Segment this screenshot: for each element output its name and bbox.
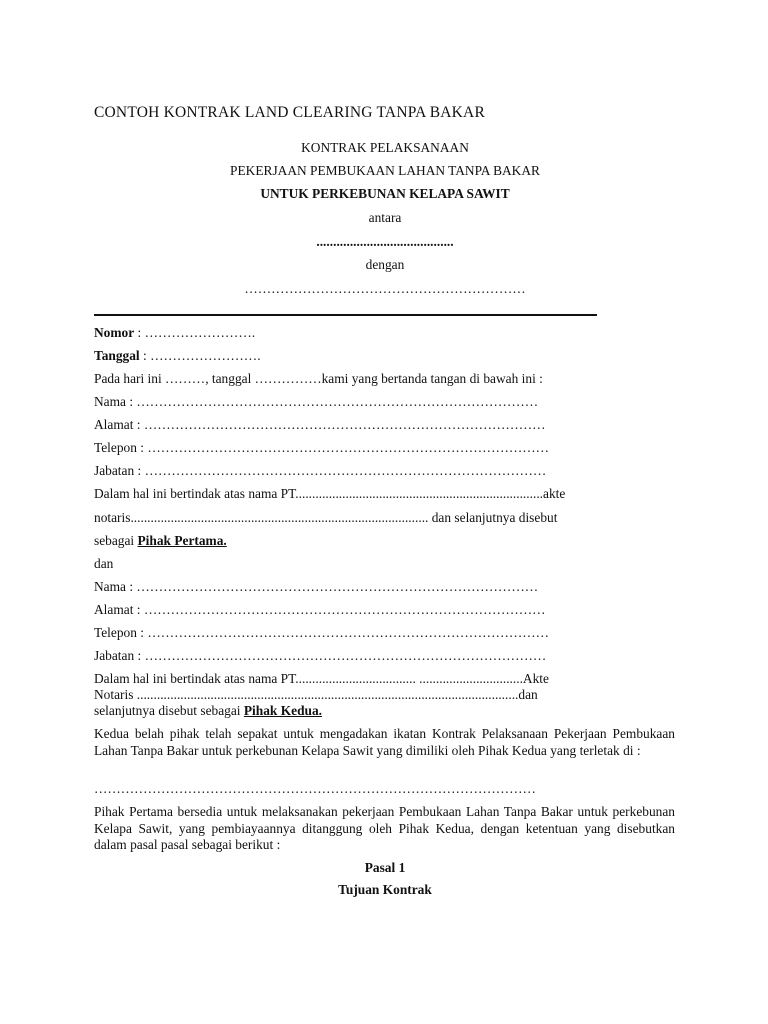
party1-jabatan: Jabatan : ………………………………………………………………………………	[94, 463, 547, 478]
party2-name-blank: ………………………………………………………	[244, 281, 526, 296]
party2-role: Pihak Kedua.	[243, 703, 323, 718]
document-title: CONTOH KONTRAK LAND CLEARING TANPA BAKAR	[94, 104, 485, 121]
party2-alamat: Alamat : ………………………………………………………………………………	[94, 602, 546, 617]
dan-line: dan	[94, 556, 114, 571]
party2-jabatan: Jabatan : ………………………………………………………………………………	[94, 648, 547, 663]
agreement-paragraph: Kedua belah pihak telah sepakat untuk mengadakan ikatan Kontrak Pelaksanaan Pekerjaan Pembukaan Lahan Tanpa Bakar untuk perkebunan Kelapa Sawit yang dimiliki oleh Pihak Kedua yang terletak di :	[94, 726, 675, 758]
obligation-paragraph: Pihak Pertama bersedia untuk melaksanakan pekerjaan Pembukaan Lahan Tanpa Bakar untuk perkebunan Kelapa Sawit, yang pembiayaannya ditanggung oleh Pihak Kedua, dengan ketentuan yang disebutkan dalam pasal pasal sebagai berikut :	[94, 804, 675, 852]
party1-notaris: notaris......................................................................................... dan selanjutnya disebut	[94, 510, 558, 525]
party1-sebagai-prefix: sebagai	[94, 533, 138, 548]
heading-dengan: dengan	[365, 257, 405, 272]
heading-line-3: UNTUK PERKEBUNAN KELAPA SAWIT	[260, 186, 510, 201]
pasal-number: Pasal 1	[364, 860, 406, 875]
party1-role: Pihak Pertama.	[137, 533, 227, 548]
party1-telepon: Telepon : ………………………………………………………………………………	[94, 440, 550, 455]
party2-telepon: Telepon : ………………………………………………………………………………	[94, 625, 550, 640]
party1-acting: Dalam hal ini bertindak atas nama PT..........................................................................akte	[94, 486, 566, 501]
party2-notaris: Notaris ..................................................................................................................dan	[94, 687, 538, 702]
party2-sebagai-prefix: selanjutnya disebut sebagai	[94, 703, 244, 718]
party1-sebagai	[94, 533, 227, 549]
tanggal-line	[94, 348, 261, 364]
location-blank: ………………………………………………………………………………………	[94, 781, 536, 796]
party2-acting: Dalam hal ini bertindak atas nama PT.................................... ...............................Akte	[94, 671, 549, 686]
party2-nama: Nama : ………………………………………………………………………………	[94, 579, 539, 594]
party1-name-blank: .........................................	[316, 234, 454, 249]
heading-line-2: PEKERJAAN PEMBUKAAN LAHAN TANPA BAKAR	[230, 163, 540, 178]
party1-alamat: Alamat : ………………………………………………………………………………	[94, 417, 546, 432]
party1-nama: Nama : ………………………………………………………………………………	[94, 394, 539, 409]
heading-line-1: KONTRAK PELAKSANAAN	[301, 140, 469, 155]
intro-line: Pada hari ini ………, tanggal ……………kami yang bertanda tangan di bawah ini :	[94, 371, 543, 386]
tanggal-value: : …………………….	[139, 348, 261, 363]
tanggal-label: Tanggal	[94, 348, 140, 363]
header-divider	[94, 314, 597, 316]
nomor-line	[94, 325, 255, 341]
pasal-title: Tujuan Kontrak	[338, 882, 432, 897]
nomor-value: : …………………….	[134, 325, 256, 340]
party2-sebagai	[94, 703, 322, 719]
nomor-label: Nomor	[94, 325, 135, 340]
heading-antara: antara	[368, 210, 402, 225]
